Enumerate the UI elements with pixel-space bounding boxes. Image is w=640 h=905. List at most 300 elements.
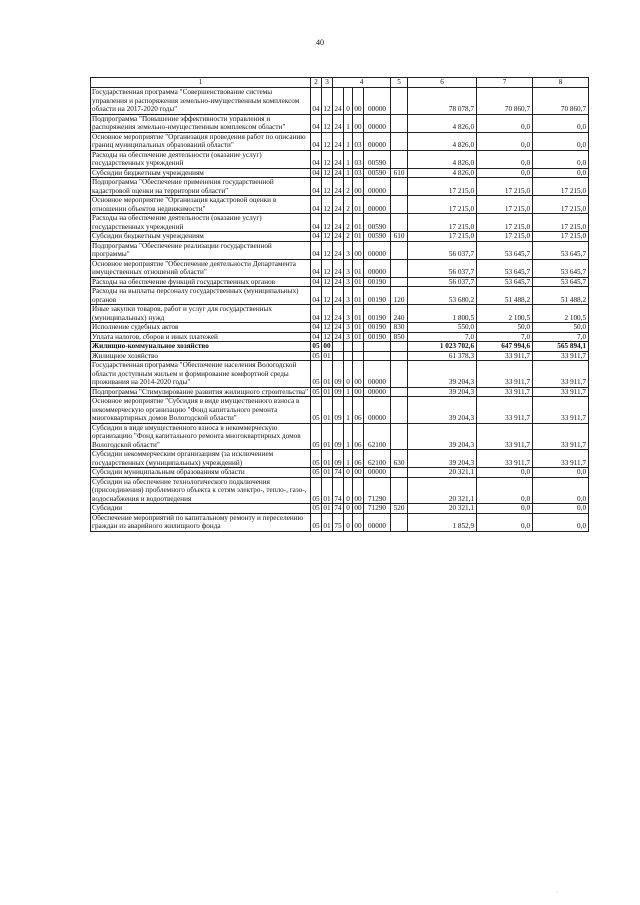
cell-c2: 04	[311, 305, 322, 323]
table-row	[91, 214, 589, 232]
cell-c8: 0,0	[533, 477, 589, 504]
cell-c8: 0,0	[533, 168, 589, 178]
cell-c6: 78 078,7	[408, 88, 477, 115]
cell-c3: 00	[323, 342, 331, 350]
cell-c8: 17 215,0	[533, 214, 589, 232]
cell-c3: 12	[322, 305, 333, 323]
cell-name: Обеспечение мероприятий по капитальному ремонту и переселению граждан из аварийного жилищного фонда	[91, 513, 311, 531]
cell-c5: 850	[391, 332, 408, 342]
table-row	[91, 150, 589, 168]
cell-d: 00000	[364, 178, 391, 196]
cell-c5: 240	[391, 305, 408, 323]
cell-d: 00590	[364, 214, 391, 232]
cell-c3: 01	[323, 387, 331, 396]
cell-c6: 4 826,0	[408, 114, 477, 132]
cell-c3: 12	[322, 241, 333, 259]
cell-name: Уплата налогов, сборов и иных платежей	[91, 332, 311, 342]
cell-d: 71290	[364, 477, 391, 504]
cell-name: Субсидии	[91, 504, 311, 514]
cell-name: Жилищное хозяйство	[91, 351, 311, 361]
cell-c6: 4 826,0	[408, 150, 477, 168]
cell-c8: 70 860,7	[533, 88, 589, 115]
cell-c6: 1 852,9	[408, 513, 477, 531]
cell-c8: 0,0	[533, 504, 589, 514]
cell-c6: 1 800,5	[408, 305, 477, 323]
cell-a: 24	[334, 232, 342, 240]
cell-c3: 01	[323, 351, 331, 360]
cell-c3: 01	[322, 397, 333, 424]
header-cell-4: 4	[333, 78, 391, 88]
cell-d: 00190	[364, 305, 391, 323]
cell-c2: 05	[311, 397, 322, 424]
cell-name: Государственная программа "Обеспечение населения Вологодской области доступным жильем и формирование комфортной среды проживания на 2014-2020 годы"	[91, 361, 311, 388]
cell-c3: 12	[322, 150, 333, 168]
cell-c8: 0,0	[533, 132, 589, 150]
cell-name: Подпрограмма "Повышение эффективности управления и распоряжения земельно-имущественным комплексом области"	[91, 114, 311, 132]
cell-c7: 17 215,0	[477, 214, 533, 232]
cell-c2: 05	[311, 477, 322, 504]
cell-c7: 33 911,7	[477, 397, 533, 424]
cell-b: 0	[344, 477, 353, 504]
cell-c7: 0,0	[477, 150, 533, 168]
cell-d: 00000	[364, 241, 391, 259]
cell-name: Субсидии на обеспечение технологического подключения (присоединения) проблемного объекта к сетям электро-, тепло-, газо-, водоснабжения и водоотведения	[91, 477, 311, 504]
cell-c: 00	[354, 504, 362, 512]
cell-c7: 33 911,7	[477, 423, 533, 450]
cell-d: 71290	[364, 504, 391, 514]
header-cell-6: 6	[408, 78, 477, 88]
table-row	[91, 277, 589, 287]
cell-c6: 20 321,1	[408, 477, 477, 504]
cell-c3: 12	[323, 332, 331, 341]
cell-c2: 04	[312, 168, 320, 177]
cell-c5	[391, 397, 408, 424]
cell-d: 00000	[364, 132, 391, 150]
cell-c2: 05	[312, 504, 320, 512]
cell-c5: 520	[391, 504, 408, 514]
cell-name: Государственная программа "Совершенствование системы управления и распоряжения земельно-имущественным комплексом области на 2017-2020 годы"	[91, 88, 311, 115]
cell-c6: 20 321,1	[408, 504, 477, 514]
cell-name: Основное мероприятие "Организация кадастровой оценки в отношении объектов недвижимости"	[91, 196, 311, 214]
header-cell-7: 7	[477, 78, 533, 88]
cell-a	[333, 351, 344, 361]
cell-d: 00000	[364, 114, 391, 132]
cell-c8: 0,0	[533, 468, 589, 478]
cell-c: 00	[353, 477, 364, 504]
cell-c: 01	[354, 332, 362, 341]
table-row	[91, 351, 589, 361]
cell-c6: 56 037,7	[408, 241, 477, 259]
cell-c8: 565 894,1	[533, 342, 589, 352]
table-row	[91, 305, 589, 323]
cell-c2: 04	[312, 323, 320, 331]
cell-c: 06	[353, 450, 364, 468]
cell-c8: 33 911,7	[533, 361, 589, 388]
cell-b: 2	[344, 232, 353, 242]
cell-c3: 12	[322, 287, 333, 305]
cell-a	[333, 342, 344, 352]
table-row	[91, 332, 589, 342]
cell-c7: 17 215,0	[477, 232, 533, 242]
cell-c6: 550,0	[408, 323, 477, 333]
cell-c3: 01	[323, 504, 331, 512]
table-row	[91, 361, 589, 388]
cell-c8: 17 215,0	[533, 196, 589, 214]
cell-name: Подпрограмма "Обеспечение применения государственной кадастровой оценки на территории области"	[91, 178, 311, 196]
cell-a: 24	[334, 168, 342, 177]
cell-c3: 12	[322, 259, 333, 277]
table-row	[91, 132, 589, 150]
cell-c8: 33 911,7	[533, 397, 589, 424]
table-row	[91, 423, 589, 450]
cell-c7: 53 645,7	[477, 277, 533, 287]
cell-b	[344, 351, 353, 361]
cell-c3: 12	[322, 196, 333, 214]
cell-b: 0	[344, 361, 353, 388]
cell-a: 24	[333, 259, 344, 277]
cell-c2: 04	[311, 196, 322, 214]
table-body	[91, 88, 589, 532]
cell-c	[353, 351, 364, 361]
cell-c5	[391, 423, 408, 450]
cell-c8: 17 215,0	[533, 232, 589, 242]
table-row	[91, 397, 589, 424]
cell-d: 00190	[364, 332, 391, 342]
cell-c3: 12	[323, 168, 331, 177]
cell-c2: 05	[311, 423, 322, 450]
cell-name: Основное мероприятие "Обеспечение деятельности Департамента имущественных отношений области"	[91, 259, 311, 277]
table-row	[91, 504, 589, 514]
cell-b: 0	[344, 513, 353, 531]
cell-c: 01	[353, 259, 364, 277]
cell-d: 00000	[364, 468, 391, 478]
cell-c3: 12	[322, 132, 333, 150]
cell-c6: 17 215,0	[408, 178, 477, 196]
table-row	[91, 114, 589, 132]
cell-c2: 04	[311, 150, 322, 168]
cell-c: 01	[353, 305, 364, 323]
cell-a: 75	[333, 513, 344, 531]
cell-c8: 0,0	[533, 513, 589, 531]
cell-name: Субсидии в виде имущественного взноса в некоммерческую организацию "Фонд капитального ремонта многоквартирных домов Вологодской области"	[91, 423, 311, 450]
table-row	[91, 241, 589, 259]
cell-a: 24	[333, 241, 344, 259]
cell-b: 2	[344, 178, 353, 196]
cell-c2: 04	[311, 241, 322, 259]
cell-name: Субсидии муниципальным образованиям области	[91, 468, 311, 478]
cell-c7: 33 911,7	[477, 450, 533, 468]
cell-c5	[391, 150, 408, 168]
table-row	[91, 287, 589, 305]
cell-c: 00	[353, 241, 364, 259]
cell-c6: 39 204,3	[408, 397, 477, 424]
cell-c8: 33 911,7	[533, 423, 589, 450]
cell-c5: 610	[391, 232, 408, 242]
cell-a: 24	[334, 277, 342, 286]
cell-c5	[391, 387, 408, 397]
page-number: 40	[316, 38, 324, 47]
cell-c7: 53 645,7	[477, 241, 533, 259]
cell-d: 00190	[364, 287, 391, 305]
cell-c8: 33 911,7	[533, 351, 589, 361]
cell-c: 01	[354, 323, 362, 331]
cell-a: 09	[333, 450, 344, 468]
cell-c3: 12	[323, 323, 331, 331]
cell-a: 24	[334, 323, 342, 331]
cell-a: 24	[333, 287, 344, 305]
cell-d: 00000	[364, 387, 391, 397]
cell-c3: 12	[322, 88, 333, 115]
header-cell-5: 5	[391, 78, 408, 88]
cell-c7: 50,0	[477, 323, 533, 333]
cell-c: 01	[354, 277, 362, 286]
cell-c8: 0,0	[533, 150, 589, 168]
cell-c6: 4 826,0	[408, 132, 477, 150]
cell-c3: 12	[322, 214, 333, 232]
table-row	[91, 232, 589, 242]
cell-c6: 39 204,3	[408, 423, 477, 450]
cell-name: Расходы на обеспечение деятельности (оказание услуг) государственных учреждений	[91, 150, 311, 168]
cell-c6: 7,0	[408, 332, 477, 342]
budget-table	[90, 77, 589, 532]
cell-c6: 1 023 702,6	[408, 342, 477, 352]
cell-c7: 0,0	[477, 513, 533, 531]
cell-c3: 12	[322, 178, 333, 196]
cell-c5	[391, 468, 408, 478]
cell-b: 0	[344, 468, 353, 478]
cell-b: 1	[344, 423, 353, 450]
cell-c2: 05	[312, 351, 320, 360]
cell-c: 00	[354, 387, 362, 396]
cell-name: Субсидии бюджетным учреждениям	[91, 168, 311, 178]
header-cell-8: 8	[533, 78, 589, 88]
cell-a: 24	[333, 150, 344, 168]
cell-c: 01	[354, 232, 362, 240]
cell-a: 24	[333, 132, 344, 150]
cell-c5	[391, 88, 408, 115]
cell-a: 09	[334, 387, 342, 396]
cell-c6: 39 204,3	[408, 361, 477, 388]
cell-c3: 01	[322, 361, 333, 388]
cell-b: 3	[344, 277, 353, 287]
cell-b: 0	[344, 88, 353, 115]
cell-c2: 04	[311, 114, 322, 132]
cell-c8: 50,0	[533, 323, 589, 333]
cell-c6: 17 215,0	[408, 232, 477, 242]
cell-name: Расходы на обеспечение деятельности (оказание услуг) государственных учреждений	[91, 214, 311, 232]
cell-c8: 33 911,7	[533, 387, 589, 397]
cell-c3: 12	[322, 114, 333, 132]
cell-c3: 01	[323, 468, 331, 476]
cell-c: 01	[353, 287, 364, 305]
cell-c3: 01	[322, 513, 333, 531]
cell-c6: 53 680,2	[408, 287, 477, 305]
cell-c8: 53 645,7	[533, 277, 589, 287]
cell-c7: 0,0	[477, 477, 533, 504]
cell-b: 1	[344, 132, 353, 150]
cell-c2: 05	[312, 387, 320, 396]
cell-c: 00	[353, 178, 364, 196]
cell-c6: 39 204,3	[408, 387, 477, 397]
cell-c7: 53 645,7	[477, 259, 533, 277]
cell-c2: 04	[311, 178, 322, 196]
cell-a: 09	[333, 423, 344, 450]
cell-c7: 7,0	[477, 332, 533, 342]
cell-name: Субсидии некоммерческим организациям (за исключением государственных (муниципальных) учреждений)	[91, 450, 311, 468]
table-row	[91, 468, 589, 478]
cell-b: 3	[344, 287, 353, 305]
table-row	[91, 259, 589, 277]
cell-c6: 17 215,0	[408, 214, 477, 232]
cell-c5: 610	[391, 168, 408, 178]
table-row	[91, 477, 589, 504]
cell-name: Жилищно-коммунальное хозяйство	[91, 342, 311, 352]
cell-c2: 04	[312, 332, 320, 341]
header-cell-2: 2	[311, 78, 322, 88]
cell-c8: 51 488,2	[533, 287, 589, 305]
cell-c: 03	[353, 150, 364, 168]
cell-c5	[391, 196, 408, 214]
cell-c3: 12	[323, 232, 331, 240]
cell-c5	[391, 351, 408, 361]
cell-c5	[391, 178, 408, 196]
table-row	[91, 513, 589, 531]
cell-name: Подпрограмма "Обеспечение реализации государственной программы"	[91, 241, 311, 259]
cell-name: Иные закупки товаров, работ и услуг для государственных (муниципальных) нужд	[91, 305, 311, 323]
cell-c2: 04	[311, 214, 322, 232]
cell-b: 2	[344, 196, 353, 214]
cell-c5	[391, 477, 408, 504]
cell-b: 1	[344, 114, 353, 132]
cell-b: 1	[344, 168, 353, 178]
header-cell-1: 1	[91, 78, 311, 88]
cell-a: 74	[334, 468, 342, 476]
cell-c2: 04	[311, 132, 322, 150]
scan-mark: ·	[556, 890, 558, 896]
cell-d: 00590	[364, 232, 391, 242]
cell-name: Расходы на обеспечение функций государственных органов	[91, 277, 311, 287]
cell-c3: 01	[322, 450, 333, 468]
cell-c2: 05	[312, 468, 320, 476]
header-row	[91, 78, 589, 88]
cell-c7: 33 911,7	[477, 361, 533, 388]
cell-a: 09	[333, 397, 344, 424]
cell-c7: 647 994,6	[477, 342, 533, 352]
cell-c: 00	[353, 513, 364, 531]
cell-c: 00	[353, 361, 364, 388]
cell-d: 62100	[364, 450, 391, 468]
cell-a: 09	[333, 361, 344, 388]
cell-c8: 7,0	[533, 332, 589, 342]
cell-d: 00190	[364, 277, 391, 287]
cell-c2: 05	[312, 342, 320, 350]
cell-c5	[391, 114, 408, 132]
cell-c7: 51 488,2	[477, 287, 533, 305]
cell-d	[364, 351, 391, 361]
cell-d: 00000	[364, 88, 391, 115]
cell-name: Расходы на выплаты персоналу государственных (муниципальных) органов	[91, 287, 311, 305]
cell-name: Основное мероприятие "Организация проведения работ по описанию границ муниципальных образований области"	[91, 132, 311, 150]
cell-a: 24	[333, 88, 344, 115]
table-row	[91, 88, 589, 115]
cell-c2: 05	[311, 361, 322, 388]
cell-c8: 2 100,5	[533, 305, 589, 323]
cell-b: 1	[344, 397, 353, 424]
table-row	[91, 178, 589, 196]
table-row	[91, 168, 589, 178]
cell-c3: 01	[322, 423, 333, 450]
cell-a: 24	[333, 305, 344, 323]
cell-c2: 04	[312, 232, 320, 240]
cell-b: 3	[344, 241, 353, 259]
table-row	[91, 387, 589, 397]
cell-c6: 20 321,1	[408, 468, 477, 478]
cell-c: 03	[353, 132, 364, 150]
cell-c: 00	[353, 114, 364, 132]
cell-d: 00590	[364, 150, 391, 168]
cell-b: 3	[344, 323, 353, 333]
cell-c7: 33 911,7	[477, 351, 533, 361]
cell-c7: 0,0	[477, 132, 533, 150]
cell-d: 00190	[364, 323, 391, 333]
cell-c5	[391, 259, 408, 277]
cell-c2: 04	[311, 259, 322, 277]
cell-c3: 01	[322, 477, 333, 504]
cell-c6: 17 215,0	[408, 196, 477, 214]
cell-c: 00	[353, 88, 364, 115]
cell-c7: 33 911,7	[477, 387, 533, 397]
cell-c7: 0,0	[477, 168, 533, 178]
cell-c6: 4 826,0	[408, 168, 477, 178]
cell-c5	[391, 241, 408, 259]
cell-c8: 53 645,7	[533, 241, 589, 259]
cell-a: 24	[333, 114, 344, 132]
cell-a: 74	[333, 477, 344, 504]
cell-a: 24	[333, 214, 344, 232]
cell-c5	[391, 342, 408, 352]
cell-c5: 630	[391, 450, 408, 468]
cell-c5: 830	[391, 323, 408, 333]
cell-a: 24	[333, 178, 344, 196]
cell-b: 3	[344, 332, 353, 342]
table-row	[91, 196, 589, 214]
cell-c6: 56 037,7	[408, 259, 477, 277]
cell-c8: 17 215,0	[533, 178, 589, 196]
table-row	[91, 450, 589, 468]
cell-a: 24	[334, 332, 342, 341]
cell-c: 03	[354, 168, 362, 177]
cell-a: 74	[334, 504, 342, 512]
cell-name: Исполнение судебных актов	[91, 323, 311, 333]
cell-c7: 0,0	[477, 114, 533, 132]
cell-c: 06	[353, 423, 364, 450]
cell-c7: 2 100,5	[477, 305, 533, 323]
cell-c: 01	[353, 196, 364, 214]
cell-a: 24	[333, 196, 344, 214]
cell-c8: 53 645,7	[533, 259, 589, 277]
cell-b: 1	[344, 150, 353, 168]
cell-b	[344, 342, 353, 352]
cell-c7: 17 215,0	[477, 196, 533, 214]
cell-b: 0	[344, 504, 353, 514]
cell-c5: 120	[391, 287, 408, 305]
cell-b: 3	[344, 259, 353, 277]
cell-c8: 0,0	[533, 114, 589, 132]
cell-c: 00	[354, 468, 362, 476]
cell-c8: 33 911,7	[533, 450, 589, 468]
cell-c: 01	[353, 214, 364, 232]
cell-c2: 05	[311, 450, 322, 468]
